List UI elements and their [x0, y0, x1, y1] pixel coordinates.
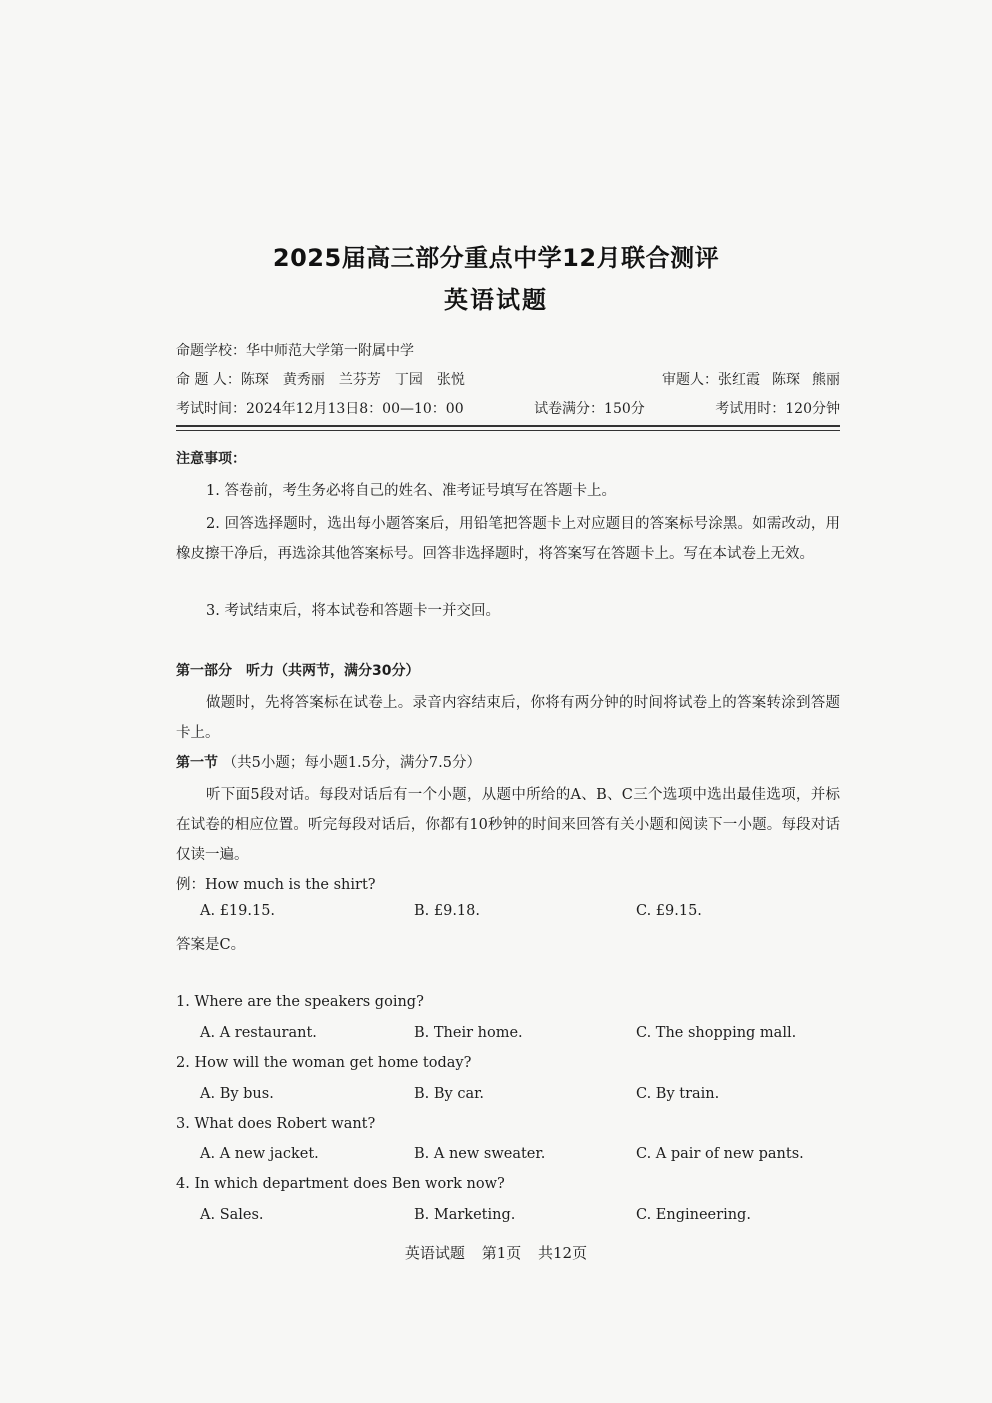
- option-b: B. A new sweater.: [414, 1146, 546, 1162]
- example-option-b: B. £9.18.: [414, 903, 480, 919]
- option-a: A. A new jacket.: [200, 1146, 319, 1162]
- reviewers-group: [662, 369, 840, 389]
- section1-heading: 第一节: [176, 755, 218, 771]
- author-name: 黄秀丽: [282, 372, 325, 388]
- author-name: 张悦: [436, 372, 465, 388]
- section1-intro: 听下面5段对话。每段对话后有一个小题，从题中所给的A、B、C三个选项中选出最佳选项，并标在试卷的相应位置。听完每段对话后，你都有10秒钟的时间来回答有关小题和阅读下一小题。每段对话仅读一遍。: [176, 787, 840, 863]
- part1-heading: 第一部分 听力（共两节，满分30分）: [176, 663, 420, 679]
- option-c: C. A pair of new pants.: [636, 1146, 804, 1162]
- exam-time: 考试时间：2024年12月13日8：00—10：00: [176, 401, 464, 417]
- footer-page-number: 第1页: [481, 1244, 522, 1262]
- option-a: A. By bus.: [200, 1086, 274, 1102]
- section1-heading-line: [176, 751, 481, 772]
- section1-info: （共5小题；每小题1.5分，满分7.5分）: [222, 755, 481, 771]
- exam-title: 2025届高三部分重点中学12月联合测评: [272, 244, 720, 272]
- example-question: 例：How much is the shirt?: [176, 877, 376, 893]
- page-footer: [0, 1242, 992, 1263]
- reviewer-name: 陈琛: [772, 372, 800, 388]
- reviewer-name: 张红霞: [718, 372, 760, 388]
- full-score: 试卷满分：150分: [534, 401, 645, 417]
- school-line: 命题学校：华中师范大学第一附属中学: [176, 343, 414, 359]
- footer-page-total: 共12页: [538, 1244, 588, 1262]
- question-2: 2. How will the woman get home today?: [176, 1055, 472, 1071]
- exam-info-line: [176, 398, 840, 418]
- notice-item-3: 3. 考试结束后，将本试卷和答题卡一并交回。: [206, 603, 500, 619]
- author-name: 丁园: [394, 372, 423, 388]
- notice-heading: 注意事项：: [176, 451, 246, 467]
- reviewers-label: 审题人：: [662, 372, 718, 388]
- example-option-c: C. £9.15.: [636, 903, 702, 919]
- option-c: C. Engineering.: [636, 1207, 751, 1223]
- reviewer-name: 熊丽: [812, 372, 840, 388]
- part1-intro: 做题时，先将答案标在试卷上。录音内容结束后，你将有两分钟的时间将试卷上的答案转涂到答题卡上。: [176, 695, 840, 741]
- example-option-a: A. £19.15.: [200, 903, 276, 919]
- option-a: A. Sales.: [200, 1207, 264, 1223]
- author-name: 陈琛: [240, 372, 269, 388]
- option-b: B. By car.: [414, 1086, 485, 1102]
- option-b: B. Their home.: [414, 1025, 523, 1041]
- question-4: 4. In which department does Ben work now?: [176, 1176, 505, 1192]
- notice-item-2: 2. 回答选择题时，选出每小题答案后，用铅笔把答题卡上对应题目的答案标号涂黑。如需改动，用橡皮擦干净后，再选涂其他答案标号。回答非选择题时，将答案写在答题卡上。写在本试卷上无效。: [176, 516, 840, 562]
- notice-item-1: 1. 答卷前，考生务必将自己的姓名、准考证号填写在答题卡上。: [206, 483, 616, 499]
- exam-subtitle: 英语试题: [444, 286, 548, 314]
- header-divider-thin: [176, 430, 840, 431]
- exam-duration: 考试用时：120分钟: [715, 401, 840, 417]
- option-b: B. Marketing.: [414, 1207, 516, 1223]
- author-name: 兰芬芳: [338, 372, 381, 388]
- example-answer: 答案是C。: [176, 937, 246, 953]
- footer-subject: 英语试题: [404, 1244, 465, 1262]
- question-3: 3. What does Robert want?: [176, 1116, 376, 1132]
- authors-line: [176, 369, 840, 389]
- header-divider-thick: [176, 425, 840, 427]
- option-c: C. The shopping mall.: [636, 1025, 797, 1041]
- option-c: C. By train.: [636, 1086, 720, 1102]
- authors-label: 命 题 人：: [176, 372, 241, 388]
- question-1: 1. Where are the speakers going?: [176, 994, 424, 1010]
- option-a: A. A restaurant.: [200, 1025, 317, 1041]
- authors-group: [176, 369, 479, 389]
